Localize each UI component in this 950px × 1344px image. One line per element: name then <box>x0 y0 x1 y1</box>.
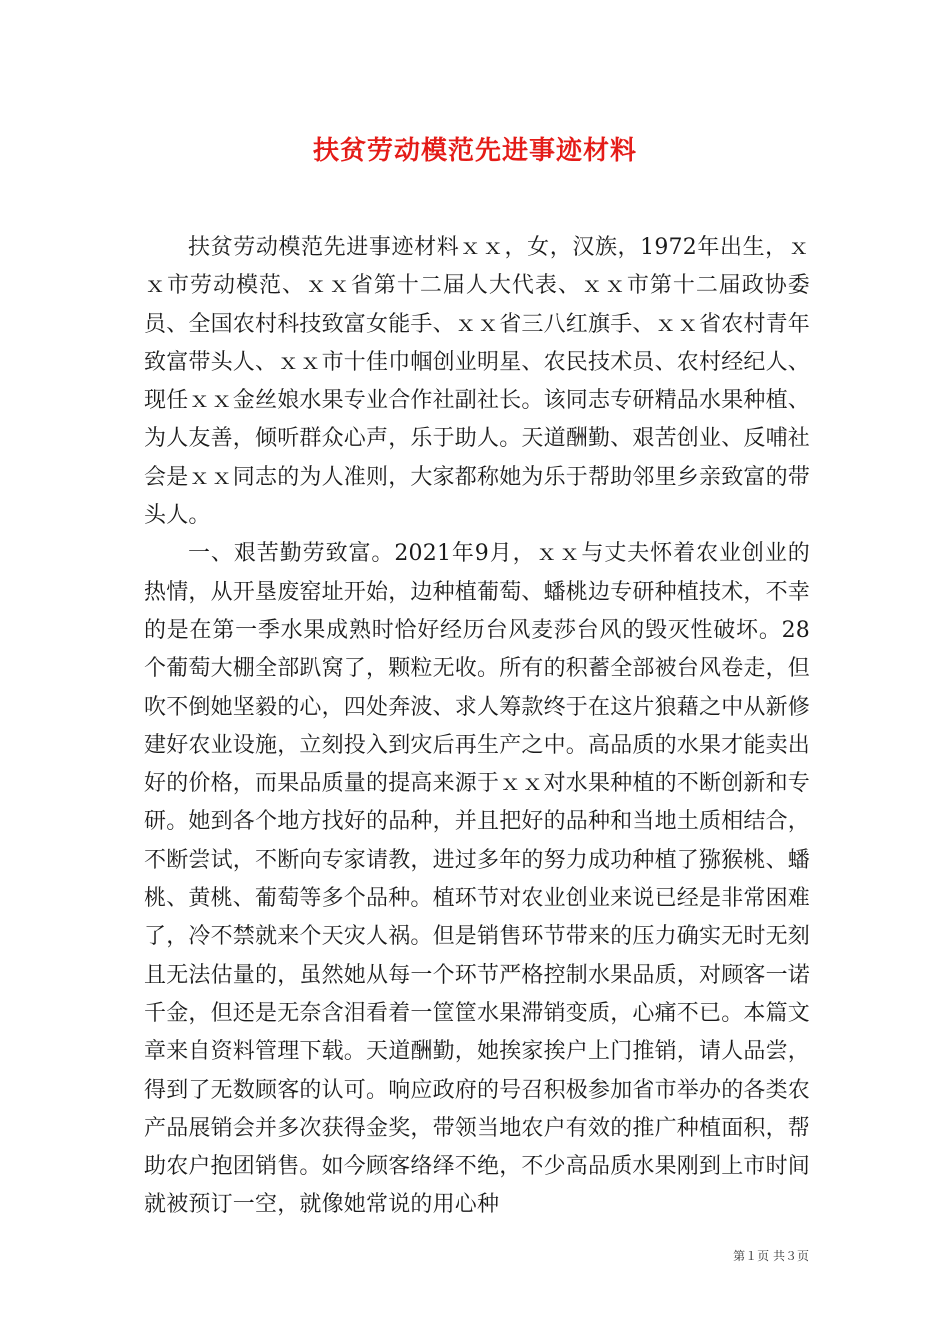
paragraph-intro: 扶贫劳动模范先进事迹材料ｘｘ，女，汉族，1972年出生，ｘｘ市劳动模范、ｘｘ省第十二届人大代表、ｘｘ市第十二届政协委员、全国农村科技致富女能手、ｘｘ省三八红旗手、ｘｘ省农村青年致富带头人、ｘｘ市十佳巾帼创业明星、农民技术员、农村经纪人、现任ｘｘ金丝娘水果专业合作社副社长。该同志专研精品水果种植、为人友善，倾听群众心声，乐于助人。天道酬勤、艰苦创业、反哺社会是ｘｘ同志的为人准则，大家都称她为乐于帮助邻里乡亲致富的带头人。 <box>144 235 811 529</box>
page-number-footer: 第１页 共３页 <box>733 1249 809 1263</box>
document-title: 扶贫劳动模范先进事迹材料 <box>312 136 637 166</box>
document-body <box>144 229 810 1225</box>
paragraph-section-one: 一、艰苦勤劳致富。2021年9月，ｘｘ与丈夫怀着农业创业的热情，从开垦废窑址开始，边种植葡萄、蟠桃边专研种植技术，不幸的是在第一季水果成熟时恰好经历台风麦莎台风的毁灭性破坏。28个葡萄大棚全部趴窝了，颗粒无收。所有的积蓄全部被台风卷走，但吹不倒她坚毅的心，四处奔波、求人筹款终于在这片狼藉之中从新修建好农业设施，立刻投入到灾后再生产之中。高品质的水果才能卖出好的价格，而果品质量的提高来源于ｘｘ对水果种植的不断创新和专研。她到各个地方找好的品种，并且把好的品种和当地土质相结合，不断尝试，不断向专家请教，进过多年的努力成功种植了猕猴桃、蟠桃、黄桃、葡萄等多个品种。植环节对农业创业来说已经是非常困难了，冷不禁就来个天灾人祸。但是销售环节带来的压力确实无时无刻且无法估量的，虽然她从每一个环节严格控制水果品质，对顾客一诺千金，但还是无奈含泪看着一筐筐水果滞销变质，心痛不已。本篇文章来自资料管理下载。天道酬勤，她挨家挨户上门推销，请人品尝，得到了无数顾客的认可。响应政府的号召积极参加省市举办的各类农产品展销会并多次获得金奖，带领当地农户有效的推广种植面积，帮助农户抱团销售。如今顾客络绎不绝，不少高品质水果刚到上市时间就被预订一空，就像她常说的用心种 <box>144 541 811 1218</box>
